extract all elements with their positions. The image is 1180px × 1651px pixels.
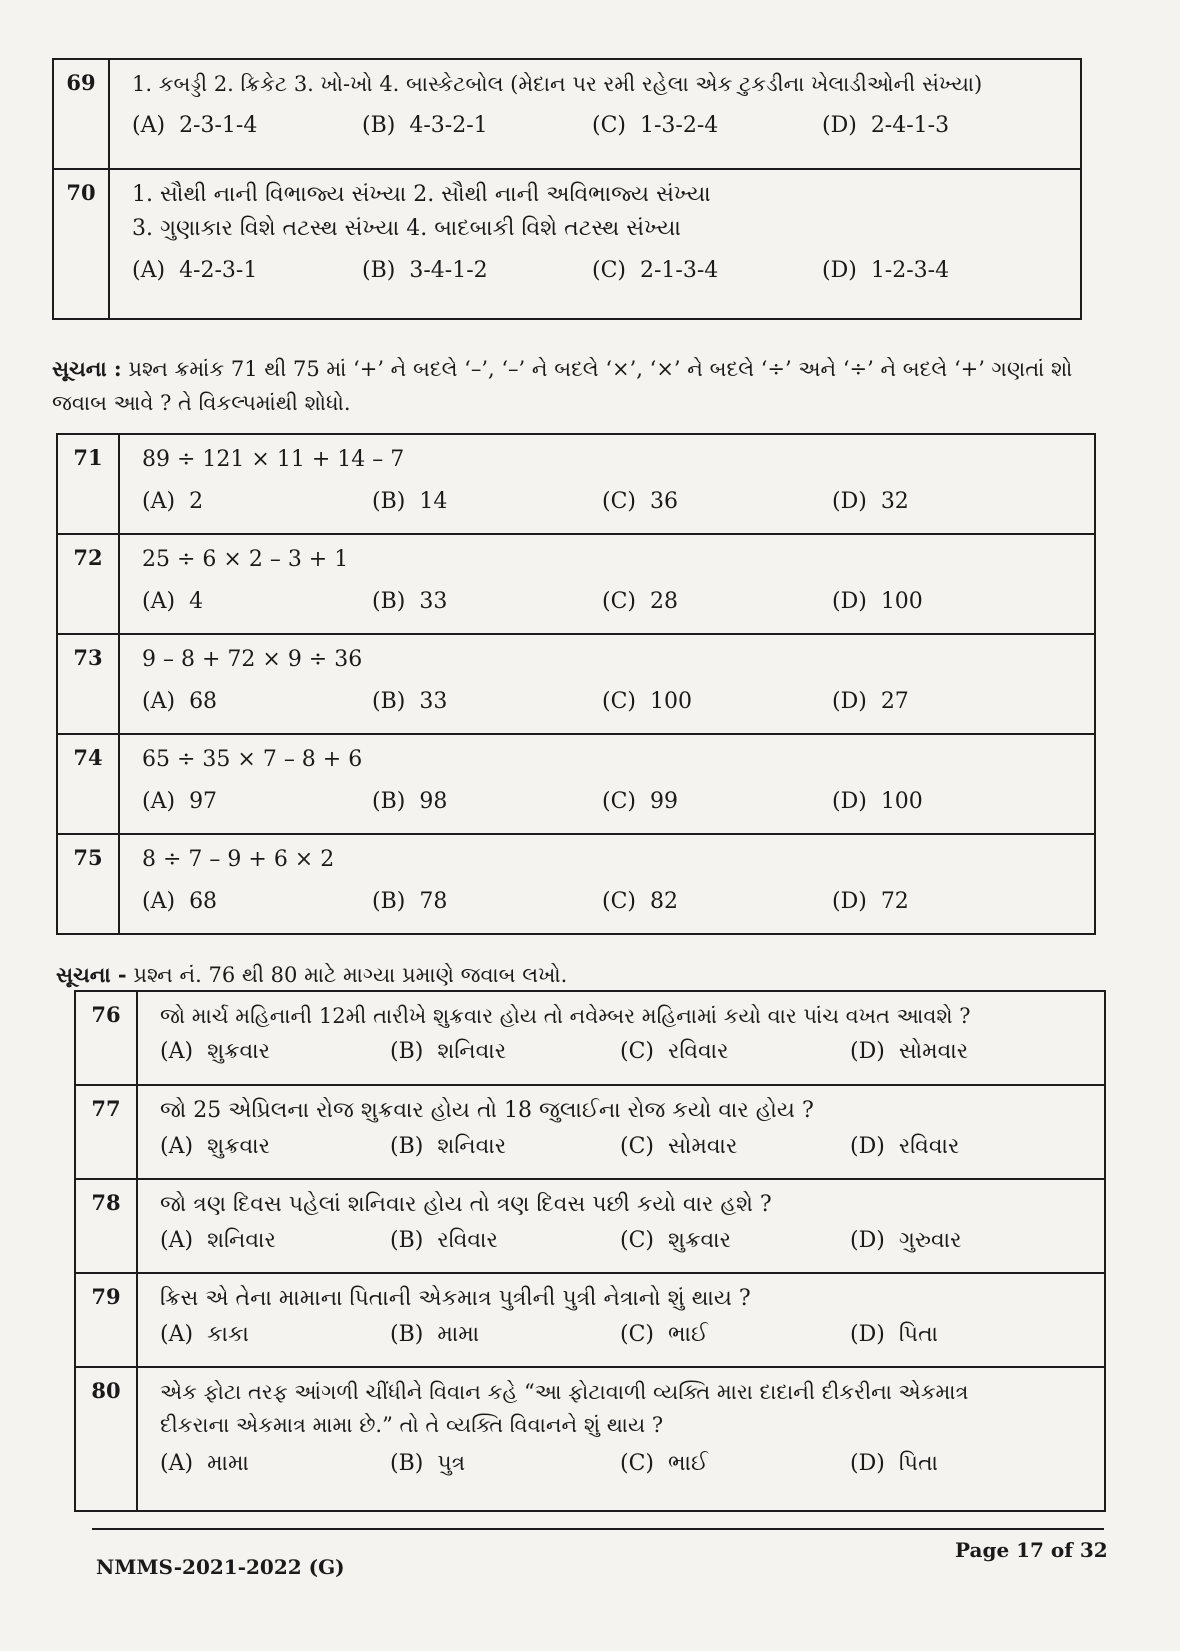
- question-number: 69: [53, 59, 109, 169]
- option-b: (B) શનિવાર: [390, 1134, 507, 1160]
- option-b: (B) રવિવાર: [390, 1228, 498, 1254]
- option-c: (C) 100: [602, 689, 692, 715]
- question-78: [75, 1179, 1105, 1273]
- option-a: (A) 68: [142, 689, 218, 715]
- option-b: (B) 4-3-2-1: [362, 112, 488, 138]
- question-text: 65 ÷ 35 × 7 – 8 + 6: [142, 747, 363, 772]
- note-heading: સૂચના :: [52, 356, 122, 381]
- options-row: [132, 258, 1068, 283]
- options-row: [142, 589, 1082, 614]
- question-text: જો ત્રણ દિવસ પહેલાં શનિવાર હોય તો ત્રણ દિવસ પછી કયો વાર હશે ?: [160, 1192, 772, 1217]
- question-72: [57, 534, 1095, 634]
- option-d: (D) પિતા: [850, 1451, 939, 1477]
- question-table-69-70: [52, 58, 1082, 320]
- options-row: [142, 889, 1082, 914]
- option-b: (B) 33: [372, 589, 448, 615]
- question-text: 1. કબડ્ડી 2. ક્રિકેટ 3. ખો-ખો 4. બાસ્કેટબોલ (મેદાન પર રમી રહેલા એક ટુકડીના ખેલાડીઓની સંખ્યા): [132, 72, 983, 96]
- option-b: (B) 3-4-1-2: [362, 258, 488, 284]
- question-number: 75: [57, 834, 119, 934]
- question-table-76-80: [74, 990, 1106, 1512]
- option-b: (B) 33: [372, 689, 448, 715]
- question-76: [75, 991, 1105, 1085]
- option-a: (A) શુક્રવાર: [160, 1134, 271, 1160]
- note-text: પ્રશ્ન નં. 76 થી 80 માટે માગ્યા પ્રમાણે જવાબ લખો.: [133, 963, 568, 987]
- option-c: (C) 1-3-2-4: [592, 112, 719, 138]
- option-b: (B) પુત્ર: [390, 1451, 466, 1477]
- option-d: (D) 2-4-1-3: [822, 112, 950, 138]
- option-d: (D) સોમવાર: [850, 1038, 969, 1064]
- option-a: (A) શુક્રવાર: [160, 1038, 271, 1064]
- options-row: [132, 113, 1068, 138]
- question-text-line-2: 3. ગુણાકાર વિશે તટસ્થ સંખ્યા 4. બાદબાકી વિશે તટસ્થ સંખ્યા: [132, 216, 681, 242]
- instruction-note-76-80: [56, 958, 1106, 993]
- option-d: (D) 1-2-3-4: [822, 258, 950, 284]
- option-d: (D) 72: [832, 889, 909, 915]
- options-row: [142, 789, 1082, 814]
- question-text: જો 25 એપ્રિલના રોજ શુક્રવાર હોય તો 18 જુલાઈના રોજ કયો વાર હોય ?: [160, 1098, 814, 1123]
- option-d: (D) 27: [832, 689, 909, 715]
- question-table-71-75: [56, 433, 1096, 935]
- options-row: [142, 489, 1082, 514]
- question-80: [75, 1367, 1105, 1511]
- option-d: (D) રવિવાર: [850, 1134, 960, 1160]
- options-row: [160, 1039, 1092, 1064]
- question-text: ક્રિસ એ તેના મામાના પિતાની એકમાત્ર પુત્રીની પુત્રી નેત્રાનો શું થાય ?: [160, 1286, 751, 1311]
- option-d: (D) ગુરુવાર: [850, 1228, 962, 1254]
- question-number: 73: [57, 634, 119, 734]
- option-a: (A) 97: [142, 789, 218, 815]
- question-text: 25 ÷ 6 × 2 – 3 + 1: [142, 547, 349, 572]
- question-text-line-1: એક ફોટા તરફ આંગળી ચીંધીને વિવાન કહે “આ ફોટાવાળી વ્યક્તિ મારા દાદાની દીકરીના એકમાત્ર: [160, 1380, 969, 1404]
- option-b: (B) 78: [372, 889, 448, 915]
- option-c: (C) 2-1-3-4: [592, 258, 719, 284]
- option-c: (C) ભાઈ: [620, 1451, 708, 1477]
- option-c: (C) 36: [602, 489, 678, 515]
- question-number: 77: [75, 1085, 137, 1179]
- option-a: (A) કાકા: [160, 1322, 249, 1348]
- question-75: [57, 834, 1095, 934]
- option-d: (D) 32: [832, 489, 909, 515]
- question-number: 80: [75, 1367, 137, 1511]
- option-d: (D) 100: [832, 789, 923, 815]
- question-number: 72: [57, 534, 119, 634]
- question-70: [53, 169, 1081, 319]
- option-a: (A) 2: [142, 489, 204, 515]
- question-text: જો માર્ચ મહિનાની 12મી તારીખે શુક્રવાર હોય તો નવેમ્બર મહિનામાં કયો વાર પાંચ વખત આવશે ?: [160, 1004, 971, 1028]
- option-d: (D) 100: [832, 589, 923, 615]
- question-number: 76: [75, 991, 137, 1085]
- options-row: [160, 1134, 1092, 1159]
- option-b: (B) શનિવાર: [390, 1038, 507, 1064]
- options-row: [142, 689, 1082, 714]
- option-c: (C) 82: [602, 889, 678, 915]
- question-number: 79: [75, 1273, 137, 1367]
- option-c: (C) ભાઈ: [620, 1322, 708, 1348]
- option-b: (B) મામા: [390, 1322, 480, 1348]
- option-a: (A) 68: [142, 889, 218, 915]
- question-number: 74: [57, 734, 119, 834]
- note-heading: સૂચના -: [56, 962, 127, 987]
- option-c: (C) 99: [602, 789, 678, 815]
- option-a: (A) 4: [142, 589, 204, 615]
- question-73: [57, 634, 1095, 734]
- option-d: (D) પિતા: [850, 1322, 939, 1348]
- option-b: (B) 14: [372, 489, 448, 515]
- question-71: [57, 434, 1095, 534]
- option-c: (C) 28: [602, 589, 678, 615]
- option-c: (C) સોમવાર: [620, 1134, 738, 1160]
- options-row: [160, 1451, 1092, 1476]
- question-74: [57, 734, 1095, 834]
- option-a: (A) શનિવાર: [160, 1228, 276, 1254]
- option-a: (A) 2-3-1-4: [132, 112, 258, 138]
- option-c: (C) શુક્રવાર: [620, 1228, 731, 1254]
- option-a: (A) 4-2-3-1: [132, 258, 258, 284]
- exam-code: NMMS-2021-2022 (G): [96, 1555, 345, 1579]
- note-text: પ્રશ્ન ક્રમાંક 71 થી 75 માં ‘+’ ને બદલે ‘–’, ‘–’ ને બદલે ‘×’, ‘×’ ને બદલે ‘÷’ અને ‘÷’ ને બદલે ‘+’ ગણતાં શો જવાબ આવે ? તે વિકલ્પમાંથી શોધો.: [52, 357, 1073, 415]
- option-b: (B) 98: [372, 789, 448, 815]
- option-a: (A) મામા: [160, 1451, 249, 1477]
- footer-divider: [92, 1528, 1104, 1530]
- question-text-line-2: દીકરાના એકમાત્ર મામા છે.” તો તે વ્યક્તિ વિવાનને શું થાય ?: [160, 1412, 664, 1437]
- question-text: 8 ÷ 7 – 9 + 6 × 2: [142, 847, 335, 872]
- question-text-line-1: 1. સૌથી નાની વિભાજ્ય સંખ્યા 2. સૌથી નાની અવિભાજ્ય સંખ્યા: [132, 182, 711, 207]
- question-text: 89 ÷ 121 × 11 + 14 – 7: [142, 447, 405, 472]
- question-69: [53, 59, 1081, 169]
- instruction-note-71-75: [52, 352, 1102, 420]
- question-number: 78: [75, 1179, 137, 1273]
- options-row: [160, 1322, 1092, 1347]
- options-row: [160, 1228, 1092, 1253]
- page-number: Page 17 of 32: [955, 1538, 1108, 1562]
- question-number: 71: [57, 434, 119, 534]
- question-79: [75, 1273, 1105, 1367]
- question-77: [75, 1085, 1105, 1179]
- question-text: 9 – 8 + 72 × 9 ÷ 36: [142, 647, 363, 672]
- question-number: 70: [53, 169, 109, 319]
- option-c: (C) રવિવાર: [620, 1038, 729, 1064]
